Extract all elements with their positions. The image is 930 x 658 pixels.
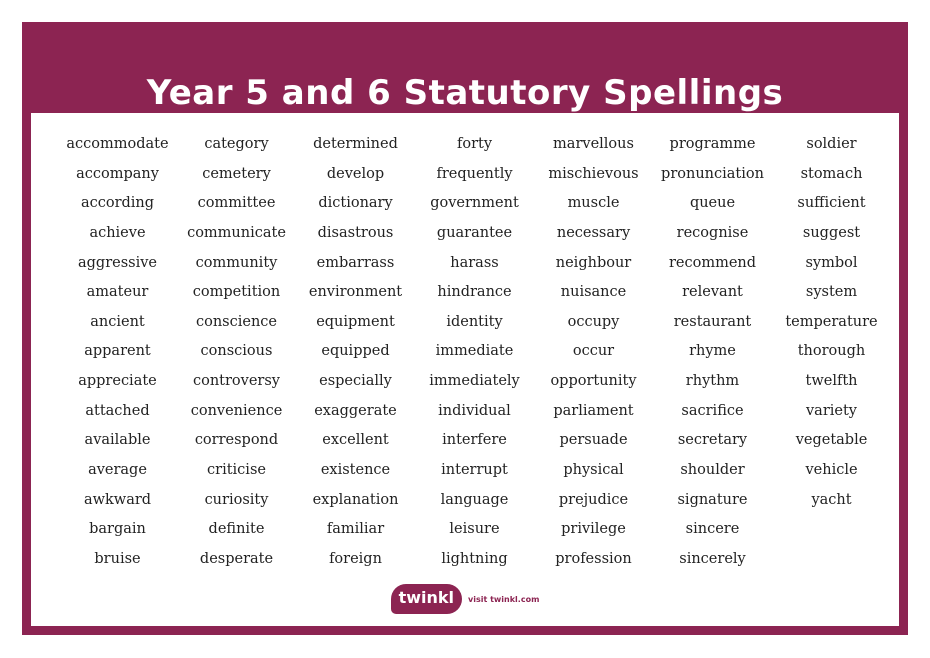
spelling-word: profession bbox=[555, 550, 632, 567]
twinkl-logo[interactable]: twinkl bbox=[391, 584, 462, 614]
spelling-word: recognise bbox=[676, 224, 749, 241]
word-column-7 bbox=[772, 130, 891, 515]
spelling-word: ancient bbox=[90, 313, 145, 330]
spelling-word: hindrance bbox=[437, 284, 512, 301]
spelling-word: marvellous bbox=[553, 136, 634, 152]
spelling-word: sufficient bbox=[797, 195, 866, 212]
spelling-word: lightning bbox=[441, 550, 508, 567]
spelling-word: rhythm bbox=[685, 373, 740, 390]
spelling-word: queue bbox=[689, 195, 736, 212]
spelling-word: accompany bbox=[76, 165, 159, 182]
spelling-word: occur bbox=[572, 343, 615, 360]
spelling-word: existence bbox=[320, 462, 391, 479]
word-column-3 bbox=[296, 130, 415, 575]
spelling-word: according bbox=[80, 195, 155, 212]
spelling-word: symbol bbox=[805, 254, 858, 271]
spelling-word: communicate bbox=[187, 224, 286, 241]
spelling-word: average bbox=[88, 462, 147, 479]
spelling-word: individual bbox=[438, 402, 511, 419]
spelling-word: awkward bbox=[83, 491, 152, 508]
spelling-word: definite bbox=[208, 521, 265, 538]
spelling-word: exaggerate bbox=[314, 402, 397, 419]
spelling-word: conscious bbox=[200, 343, 273, 360]
spelling-word: competition bbox=[192, 284, 281, 301]
spelling-word: criticise bbox=[207, 462, 266, 479]
spelling-word: develop bbox=[326, 165, 385, 182]
spelling-word: vegetable bbox=[795, 432, 868, 449]
spelling-word: stomach bbox=[800, 165, 863, 182]
spelling-word: amateur bbox=[86, 284, 149, 301]
spelling-word: category bbox=[204, 136, 269, 152]
spelling-word: sincere bbox=[685, 521, 740, 538]
spelling-word: parliament bbox=[553, 402, 634, 419]
spelling-word: disastrous bbox=[317, 224, 394, 241]
spelling-word: opportunity bbox=[550, 373, 637, 390]
spelling-word: excellent bbox=[322, 432, 389, 449]
spelling-word: dictionary bbox=[318, 195, 393, 212]
spelling-word: attached bbox=[85, 402, 150, 419]
visit-link[interactable]: visit twinkl.com bbox=[468, 594, 540, 604]
spelling-word: mischievous bbox=[548, 165, 639, 182]
spelling-word: cemetery bbox=[202, 165, 271, 182]
word-column-1 bbox=[58, 130, 177, 575]
spelling-word: determined bbox=[313, 136, 398, 152]
spelling-word: language bbox=[440, 491, 509, 508]
spelling-word: controversy bbox=[192, 373, 280, 390]
spelling-word: interfere bbox=[442, 432, 507, 449]
spelling-word: accommodate bbox=[66, 136, 169, 152]
spelling-grid bbox=[31, 113, 899, 573]
spelling-word: privilege bbox=[561, 521, 626, 538]
word-column-4 bbox=[415, 130, 534, 575]
spelling-word: soldier bbox=[806, 136, 857, 152]
spelling-word: suggest bbox=[802, 224, 861, 241]
spelling-word: leisure bbox=[449, 521, 500, 538]
spelling-word: especially bbox=[319, 373, 392, 390]
spelling-word: available bbox=[84, 432, 151, 449]
spelling-word: committee bbox=[197, 195, 276, 212]
spelling-word: identity bbox=[446, 313, 503, 330]
spelling-word: restaurant bbox=[673, 313, 752, 330]
spelling-word: correspond bbox=[194, 432, 279, 449]
spelling-word: yacht bbox=[811, 491, 852, 508]
spelling-word: appreciate bbox=[78, 373, 157, 390]
spelling-word: rhyme bbox=[689, 343, 736, 360]
spelling-word: vehicle bbox=[805, 462, 858, 479]
spelling-word: guarantee bbox=[436, 224, 513, 241]
page-frame bbox=[22, 22, 908, 635]
spelling-word: occupy bbox=[567, 313, 620, 330]
spelling-word: shoulder bbox=[680, 462, 745, 479]
spelling-word: pronunciation bbox=[661, 165, 764, 182]
spelling-word: temperature bbox=[785, 313, 878, 330]
spelling-word: signature bbox=[677, 491, 748, 508]
word-column-6 bbox=[653, 130, 772, 575]
spelling-word: aggressive bbox=[77, 254, 157, 271]
spelling-word: interrupt bbox=[441, 462, 508, 479]
spelling-word: secretary bbox=[677, 432, 748, 449]
spelling-word: equipped bbox=[321, 343, 390, 360]
spelling-word: necessary bbox=[556, 224, 631, 241]
spelling-word: bruise bbox=[94, 550, 141, 567]
spelling-word: familiar bbox=[326, 521, 385, 538]
spelling-word: prejudice bbox=[558, 491, 629, 508]
spelling-word: conscience bbox=[195, 313, 277, 330]
spelling-word: twelfth bbox=[805, 373, 858, 390]
spelling-word: embarrass bbox=[316, 254, 395, 271]
spelling-word: programme bbox=[669, 136, 756, 152]
spelling-word: immediately bbox=[429, 373, 520, 390]
spelling-word: community bbox=[195, 254, 278, 271]
spelling-panel bbox=[31, 113, 899, 626]
page-title: Year 5 and 6 Statutory Spellings bbox=[146, 73, 784, 113]
spelling-word: thorough bbox=[797, 343, 866, 360]
spelling-word: physical bbox=[563, 462, 624, 479]
spelling-word: muscle bbox=[567, 195, 620, 212]
spelling-word: immediate bbox=[435, 343, 514, 360]
spelling-word: persuade bbox=[559, 432, 628, 449]
spelling-word: recommend bbox=[668, 254, 757, 271]
word-column-5 bbox=[534, 130, 653, 575]
spelling-word: desperate bbox=[199, 550, 274, 567]
spelling-word: bargain bbox=[89, 521, 146, 538]
spelling-word: nuisance bbox=[560, 284, 627, 301]
spelling-word: harass bbox=[450, 254, 499, 271]
spelling-word: forty bbox=[456, 136, 493, 152]
spelling-word: apparent bbox=[84, 343, 151, 360]
spelling-word: curiosity bbox=[204, 491, 269, 508]
spelling-word: explanation bbox=[312, 491, 399, 508]
spelling-word: system bbox=[805, 284, 858, 301]
spelling-word: sincerely bbox=[679, 550, 746, 567]
spelling-word: environment bbox=[308, 284, 403, 301]
spelling-word: sacrifice bbox=[681, 402, 744, 419]
spelling-word: convenience bbox=[190, 402, 283, 419]
spelling-word: relevant bbox=[682, 284, 743, 301]
spelling-word: frequently bbox=[436, 165, 513, 182]
word-column-2 bbox=[177, 130, 296, 575]
spelling-word: equipment bbox=[316, 313, 395, 330]
spelling-word: achieve bbox=[89, 224, 146, 241]
spelling-word: foreign bbox=[329, 550, 382, 567]
spelling-word: variety bbox=[805, 402, 857, 419]
footer bbox=[31, 581, 899, 617]
spelling-word: neighbour bbox=[555, 254, 632, 271]
spelling-word: government bbox=[430, 195, 519, 212]
